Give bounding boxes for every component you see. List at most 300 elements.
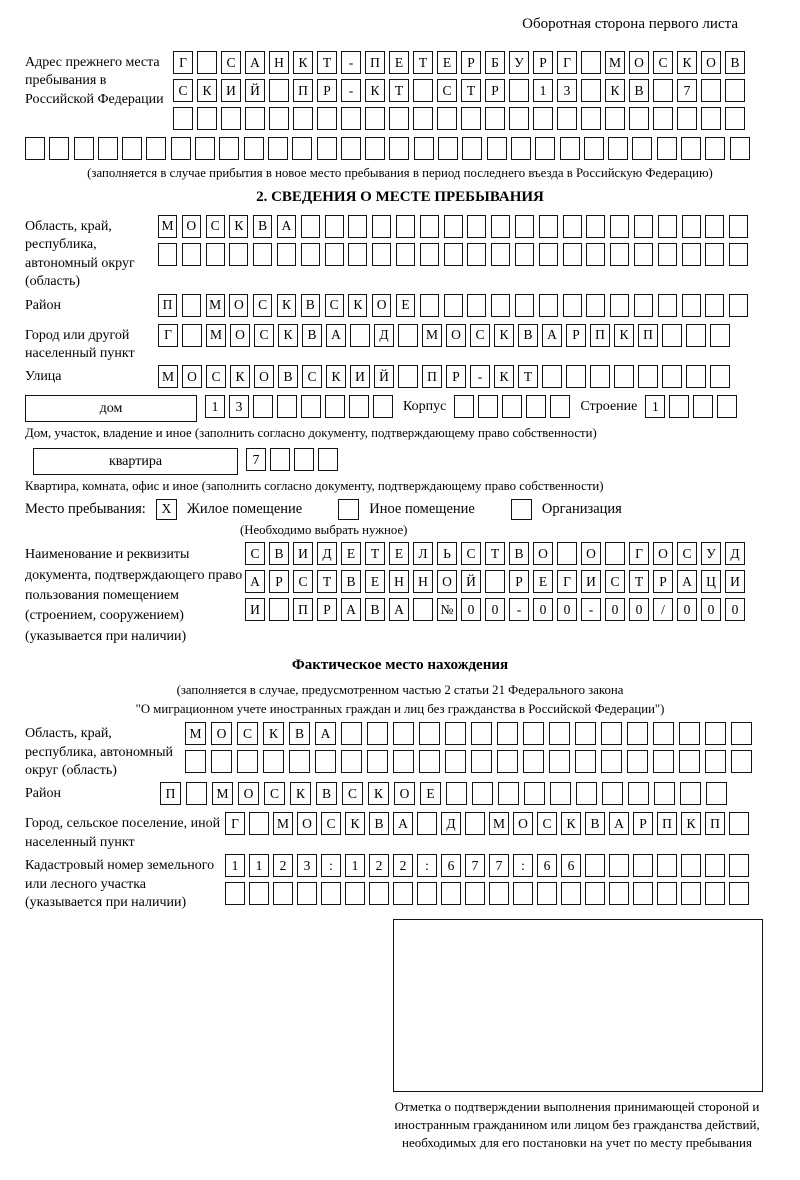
char-box[interactable]: И — [725, 570, 745, 593]
char-box[interactable]: С — [325, 294, 344, 317]
char-box[interactable]: Е — [533, 570, 553, 593]
char-box[interactable] — [729, 882, 749, 905]
char-box[interactable] — [705, 137, 725, 160]
char-box[interactable]: Т — [461, 79, 481, 102]
char-box[interactable]: Г — [225, 812, 245, 835]
char-box[interactable] — [182, 324, 202, 347]
char-box[interactable]: С — [437, 79, 457, 102]
char-box[interactable]: 1 — [225, 854, 245, 877]
char-box[interactable]: К — [365, 79, 385, 102]
char-box[interactable] — [491, 215, 510, 238]
char-box[interactable] — [731, 722, 752, 745]
char-box[interactable]: О — [394, 782, 415, 805]
char-box[interactable] — [491, 243, 510, 266]
char-box[interactable]: К — [494, 324, 514, 347]
char-box[interactable]: 0 — [701, 598, 721, 621]
char-box[interactable]: С — [221, 51, 241, 74]
char-box[interactable] — [581, 107, 601, 130]
char-box[interactable]: В — [585, 812, 605, 835]
confirmation-mark-box[interactable] — [393, 919, 763, 1092]
char-box[interactable] — [705, 722, 726, 745]
char-box[interactable]: Й — [461, 570, 481, 593]
char-box[interactable] — [701, 79, 721, 102]
char-box[interactable] — [367, 750, 388, 773]
char-box[interactable] — [561, 882, 581, 905]
char-box[interactable] — [717, 395, 737, 418]
char-box[interactable] — [444, 215, 463, 238]
char-box[interactable] — [393, 722, 414, 745]
char-box[interactable]: 7 — [677, 79, 697, 102]
char-box[interactable] — [294, 448, 314, 471]
char-box[interactable]: К — [677, 51, 697, 74]
char-box[interactable] — [317, 107, 337, 130]
checkbox-zhiloe[interactable]: X — [156, 499, 177, 520]
char-box[interactable] — [586, 243, 605, 266]
char-box[interactable]: К — [197, 79, 217, 102]
char-box[interactable]: С — [237, 722, 258, 745]
char-box[interactable] — [515, 215, 534, 238]
char-box[interactable]: А — [393, 812, 413, 835]
kvartira-type-box[interactable]: квартира — [33, 448, 238, 475]
char-box[interactable]: В — [289, 722, 310, 745]
char-box[interactable] — [420, 215, 439, 238]
char-box[interactable]: Т — [389, 79, 409, 102]
char-box[interactable]: П — [158, 294, 177, 317]
char-box[interactable] — [444, 294, 463, 317]
char-box[interactable]: 1 — [205, 395, 225, 418]
checkbox-organizatsiya[interactable] — [511, 499, 532, 520]
char-box[interactable]: А — [542, 324, 562, 347]
char-box[interactable] — [437, 107, 457, 130]
char-box[interactable] — [509, 107, 529, 130]
char-box[interactable]: Д — [441, 812, 461, 835]
char-box[interactable]: В — [269, 542, 289, 565]
char-box[interactable] — [263, 750, 284, 773]
char-box[interactable]: - — [581, 598, 601, 621]
char-box[interactable] — [681, 137, 701, 160]
char-box[interactable]: К — [229, 215, 248, 238]
char-box[interactable] — [563, 294, 582, 317]
char-box[interactable] — [438, 137, 458, 160]
char-box[interactable]: Р — [633, 812, 653, 835]
char-box[interactable]: Н — [413, 570, 433, 593]
char-box[interactable]: Р — [269, 570, 289, 593]
char-box[interactable] — [249, 812, 269, 835]
char-box[interactable]: П — [160, 782, 181, 805]
char-box[interactable] — [686, 324, 706, 347]
char-box[interactable] — [277, 395, 297, 418]
char-box[interactable] — [289, 750, 310, 773]
char-box[interactable]: О — [653, 542, 673, 565]
char-box[interactable] — [693, 395, 713, 418]
char-box[interactable] — [662, 365, 682, 388]
char-box[interactable]: - — [509, 598, 529, 621]
char-box[interactable]: Т — [365, 542, 385, 565]
char-box[interactable]: П — [657, 812, 677, 835]
char-box[interactable] — [729, 854, 749, 877]
char-box[interactable] — [634, 294, 653, 317]
char-box[interactable]: В — [518, 324, 538, 347]
char-box[interactable]: В — [302, 324, 322, 347]
char-box[interactable] — [563, 215, 582, 238]
char-box[interactable]: О — [437, 570, 457, 593]
char-box[interactable] — [321, 882, 341, 905]
char-box[interactable] — [584, 137, 604, 160]
char-box[interactable]: М — [206, 294, 225, 317]
char-box[interactable]: Ц — [701, 570, 721, 593]
char-box[interactable] — [581, 79, 601, 102]
char-box[interactable] — [485, 107, 505, 130]
char-box[interactable] — [549, 750, 570, 773]
char-box[interactable]: Д — [725, 542, 745, 565]
char-box[interactable]: 2 — [393, 854, 413, 877]
char-box[interactable] — [389, 137, 409, 160]
char-box[interactable]: О — [230, 324, 250, 347]
char-box[interactable]: Р — [461, 51, 481, 74]
char-box[interactable] — [471, 722, 492, 745]
char-box[interactable] — [461, 107, 481, 130]
char-box[interactable] — [633, 854, 653, 877]
char-box[interactable]: Е — [389, 51, 409, 74]
char-box[interactable] — [657, 854, 677, 877]
char-box[interactable]: М — [212, 782, 233, 805]
char-box[interactable] — [253, 395, 273, 418]
char-box[interactable]: П — [638, 324, 658, 347]
char-box[interactable] — [657, 137, 677, 160]
char-box[interactable]: А — [677, 570, 697, 593]
char-box[interactable]: Ь — [437, 542, 457, 565]
char-box[interactable] — [658, 294, 677, 317]
char-box[interactable] — [585, 854, 605, 877]
char-box[interactable] — [229, 243, 248, 266]
char-box[interactable] — [270, 448, 290, 471]
char-box[interactable] — [563, 243, 582, 266]
char-box[interactable]: О — [211, 722, 232, 745]
char-box[interactable] — [677, 107, 697, 130]
char-box[interactable] — [372, 243, 391, 266]
char-box[interactable] — [605, 542, 625, 565]
char-box[interactable]: С — [245, 542, 265, 565]
char-box[interactable] — [413, 79, 433, 102]
char-box[interactable] — [537, 882, 557, 905]
char-box[interactable] — [348, 215, 367, 238]
char-box[interactable] — [634, 215, 653, 238]
char-box[interactable]: В — [369, 812, 389, 835]
char-box[interactable]: П — [590, 324, 610, 347]
char-box[interactable] — [467, 243, 486, 266]
char-box[interactable] — [539, 243, 558, 266]
char-box[interactable] — [462, 137, 482, 160]
char-box[interactable] — [497, 722, 518, 745]
char-box[interactable]: В — [316, 782, 337, 805]
char-box[interactable]: С — [264, 782, 285, 805]
char-box[interactable]: И — [581, 570, 601, 593]
char-box[interactable] — [268, 137, 288, 160]
char-box[interactable]: М — [605, 51, 625, 74]
char-box[interactable]: П — [365, 51, 385, 74]
char-box[interactable]: О — [182, 365, 202, 388]
char-box[interactable]: 0 — [629, 598, 649, 621]
char-box[interactable] — [498, 782, 519, 805]
char-box[interactable]: С — [206, 365, 226, 388]
char-box[interactable]: М — [185, 722, 206, 745]
char-box[interactable]: К — [293, 51, 313, 74]
char-box[interactable]: 1 — [249, 854, 269, 877]
char-box[interactable] — [349, 395, 369, 418]
char-box[interactable]: С — [470, 324, 490, 347]
char-box[interactable] — [341, 750, 362, 773]
char-box[interactable] — [325, 395, 345, 418]
char-box[interactable]: Н — [389, 570, 409, 593]
char-box[interactable]: С — [173, 79, 193, 102]
char-box[interactable] — [372, 215, 391, 238]
char-box[interactable]: О — [701, 51, 721, 74]
char-box[interactable]: С — [302, 365, 322, 388]
char-box[interactable] — [182, 294, 201, 317]
char-box[interactable] — [325, 243, 344, 266]
char-box[interactable] — [219, 137, 239, 160]
char-box[interactable] — [186, 782, 207, 805]
char-box[interactable]: П — [422, 365, 442, 388]
char-box[interactable] — [586, 215, 605, 238]
char-box[interactable] — [542, 365, 562, 388]
char-box[interactable] — [679, 722, 700, 745]
char-box[interactable] — [297, 882, 317, 905]
char-box[interactable] — [396, 215, 415, 238]
char-box[interactable]: - — [341, 51, 361, 74]
char-box[interactable]: О — [629, 51, 649, 74]
char-box[interactable] — [557, 542, 577, 565]
char-box[interactable]: Р — [533, 51, 553, 74]
char-box[interactable] — [197, 51, 217, 74]
char-box[interactable] — [609, 854, 629, 877]
char-box[interactable] — [576, 782, 597, 805]
char-box[interactable] — [602, 782, 623, 805]
char-box[interactable]: Т — [413, 51, 433, 74]
char-box[interactable] — [393, 882, 413, 905]
char-box[interactable]: : — [513, 854, 533, 877]
char-box[interactable]: Т — [317, 570, 337, 593]
char-box[interactable]: - — [470, 365, 490, 388]
char-box[interactable]: Т — [518, 365, 538, 388]
char-box[interactable] — [614, 365, 634, 388]
char-box[interactable]: В — [725, 51, 745, 74]
char-box[interactable]: А — [609, 812, 629, 835]
char-box[interactable]: К — [368, 782, 389, 805]
char-box[interactable]: В — [365, 598, 385, 621]
char-box[interactable]: О — [581, 542, 601, 565]
char-box[interactable]: 2 — [273, 854, 293, 877]
char-box[interactable] — [325, 215, 344, 238]
char-box[interactable] — [653, 750, 674, 773]
char-box[interactable]: М — [158, 365, 178, 388]
char-box[interactable] — [446, 782, 467, 805]
char-box[interactable] — [244, 137, 264, 160]
char-box[interactable] — [211, 750, 232, 773]
char-box[interactable] — [301, 243, 320, 266]
char-box[interactable] — [710, 324, 730, 347]
char-box[interactable]: Л — [413, 542, 433, 565]
char-box[interactable] — [658, 215, 677, 238]
char-box[interactable]: 7 — [465, 854, 485, 877]
char-box[interactable] — [653, 79, 673, 102]
char-box[interactable] — [489, 882, 509, 905]
char-box[interactable]: Е — [420, 782, 441, 805]
char-box[interactable] — [705, 882, 725, 905]
char-box[interactable]: : — [417, 854, 437, 877]
char-box[interactable]: Р — [566, 324, 586, 347]
char-box[interactable] — [725, 107, 745, 130]
char-box[interactable] — [269, 598, 289, 621]
char-box[interactable] — [654, 782, 675, 805]
char-box[interactable] — [341, 137, 361, 160]
char-box[interactable] — [269, 107, 289, 130]
char-box[interactable] — [609, 882, 629, 905]
char-box[interactable] — [608, 137, 628, 160]
char-box[interactable] — [318, 448, 338, 471]
char-box[interactable] — [367, 722, 388, 745]
char-box[interactable]: Е — [365, 570, 385, 593]
char-box[interactable]: Г — [158, 324, 178, 347]
char-box[interactable]: Р — [485, 79, 505, 102]
char-box[interactable] — [509, 79, 529, 102]
char-box[interactable] — [74, 137, 94, 160]
char-box[interactable] — [485, 570, 505, 593]
char-box[interactable]: Д — [317, 542, 337, 565]
char-box[interactable]: С — [321, 812, 341, 835]
char-box[interactable]: К — [278, 324, 298, 347]
char-box[interactable] — [629, 107, 649, 130]
char-box[interactable] — [478, 395, 498, 418]
char-box[interactable]: / — [653, 598, 673, 621]
char-box[interactable]: С — [342, 782, 363, 805]
char-box[interactable] — [523, 722, 544, 745]
char-box[interactable] — [173, 107, 193, 130]
char-box[interactable]: С — [677, 542, 697, 565]
char-box[interactable] — [638, 365, 658, 388]
char-box[interactable]: Е — [396, 294, 415, 317]
char-box[interactable]: В — [509, 542, 529, 565]
char-box[interactable]: К — [561, 812, 581, 835]
char-box[interactable]: О — [238, 782, 259, 805]
char-box[interactable] — [237, 750, 258, 773]
char-box[interactable] — [729, 215, 748, 238]
char-box[interactable]: 1 — [533, 79, 553, 102]
char-box[interactable] — [601, 750, 622, 773]
char-box[interactable]: К — [290, 782, 311, 805]
char-box[interactable]: О — [446, 324, 466, 347]
char-box[interactable] — [681, 882, 701, 905]
char-box[interactable]: 2 — [369, 854, 389, 877]
char-box[interactable]: Т — [629, 570, 649, 593]
char-box[interactable]: У — [509, 51, 529, 74]
char-box[interactable] — [682, 243, 701, 266]
char-box[interactable] — [49, 137, 69, 160]
char-box[interactable] — [560, 137, 580, 160]
char-box[interactable]: В — [278, 365, 298, 388]
char-box[interactable]: У — [701, 542, 721, 565]
char-box[interactable] — [221, 107, 241, 130]
char-box[interactable] — [585, 882, 605, 905]
char-box[interactable]: Р — [317, 598, 337, 621]
char-box[interactable]: 0 — [557, 598, 577, 621]
char-box[interactable]: А — [245, 51, 265, 74]
char-box[interactable] — [657, 882, 677, 905]
char-box[interactable]: 7 — [246, 448, 266, 471]
char-box[interactable] — [350, 324, 370, 347]
char-box[interactable]: 0 — [725, 598, 745, 621]
char-box[interactable]: 3 — [557, 79, 577, 102]
char-box[interactable]: 6 — [561, 854, 581, 877]
char-box[interactable]: К — [326, 365, 346, 388]
char-box[interactable] — [511, 137, 531, 160]
char-box[interactable]: Т — [317, 51, 337, 74]
char-box[interactable] — [513, 882, 533, 905]
char-box[interactable]: Р — [317, 79, 337, 102]
char-box[interactable] — [662, 324, 682, 347]
char-box[interactable] — [365, 107, 385, 130]
char-box[interactable]: Е — [437, 51, 457, 74]
checkbox-inoe[interactable] — [338, 499, 359, 520]
char-box[interactable]: Й — [245, 79, 265, 102]
char-box[interactable] — [590, 365, 610, 388]
char-box[interactable] — [293, 107, 313, 130]
char-box[interactable] — [686, 365, 706, 388]
char-box[interactable] — [550, 395, 570, 418]
char-box[interactable] — [550, 782, 571, 805]
char-box[interactable]: О — [297, 812, 317, 835]
char-box[interactable] — [253, 243, 272, 266]
char-box[interactable]: 0 — [461, 598, 481, 621]
char-box[interactable]: К — [230, 365, 250, 388]
char-box[interactable]: 6 — [537, 854, 557, 877]
char-box[interactable]: Д — [374, 324, 394, 347]
char-box[interactable]: А — [277, 215, 296, 238]
char-box[interactable] — [586, 294, 605, 317]
char-box[interactable]: М — [422, 324, 442, 347]
char-box[interactable]: К — [348, 294, 367, 317]
char-box[interactable] — [413, 107, 433, 130]
char-box[interactable]: М — [206, 324, 226, 347]
char-box[interactable] — [705, 243, 724, 266]
char-box[interactable] — [301, 395, 321, 418]
char-box[interactable] — [682, 215, 701, 238]
char-box[interactable] — [369, 882, 389, 905]
char-box[interactable] — [581, 51, 601, 74]
char-box[interactable]: С — [537, 812, 557, 835]
char-box[interactable]: О — [254, 365, 274, 388]
char-box[interactable] — [710, 365, 730, 388]
char-box[interactable] — [146, 137, 166, 160]
char-box[interactable] — [419, 722, 440, 745]
char-box[interactable]: М — [273, 812, 293, 835]
char-box[interactable] — [610, 294, 629, 317]
char-box[interactable] — [539, 294, 558, 317]
char-box[interactable]: С — [254, 324, 274, 347]
char-box[interactable] — [420, 294, 439, 317]
char-box[interactable]: И — [293, 542, 313, 565]
char-box[interactable]: М — [158, 215, 177, 238]
char-box[interactable] — [653, 107, 673, 130]
char-box[interactable] — [491, 294, 510, 317]
char-box[interactable] — [472, 782, 493, 805]
char-box[interactable] — [419, 750, 440, 773]
char-box[interactable]: К — [681, 812, 701, 835]
char-box[interactable]: 7 — [489, 854, 509, 877]
char-box[interactable] — [633, 882, 653, 905]
char-box[interactable]: Е — [389, 542, 409, 565]
char-box[interactable]: М — [489, 812, 509, 835]
